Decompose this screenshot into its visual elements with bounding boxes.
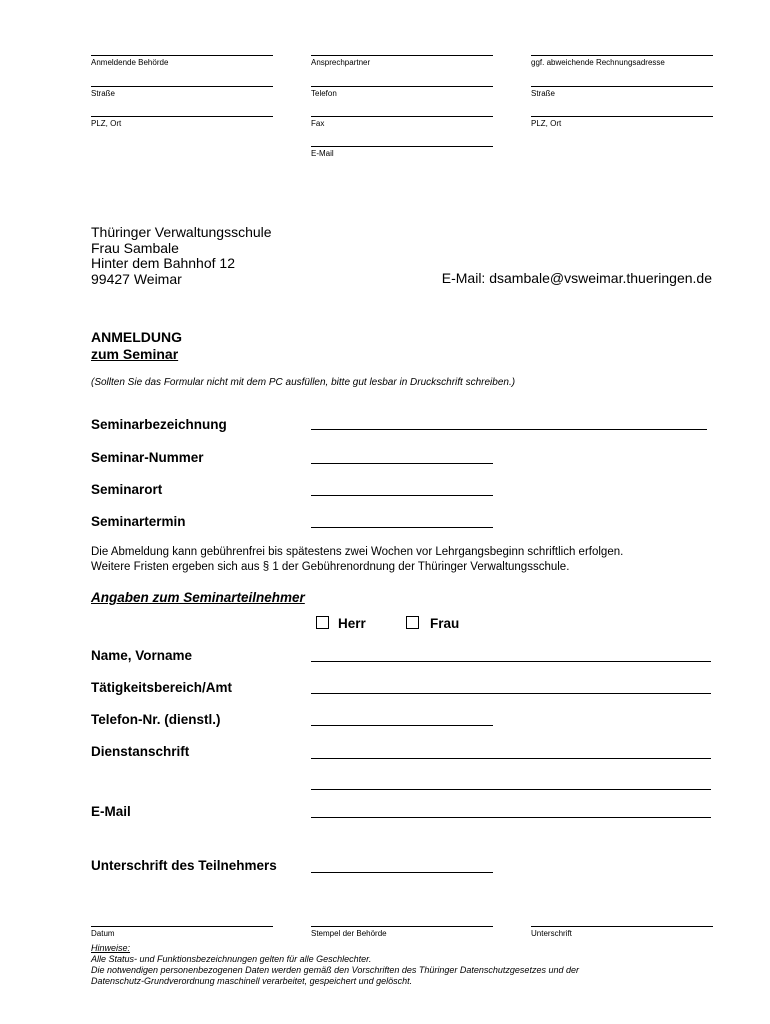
telefon-dienstl-label: Telefon-Nr. (dienstl.) bbox=[91, 712, 221, 727]
seminartermin-label: Seminartermin bbox=[91, 514, 186, 529]
email-header-input-line[interactable] bbox=[311, 146, 493, 147]
recipient-line-institution: Thüringer Verwaltungsschule bbox=[91, 224, 272, 240]
telefon-input-line[interactable] bbox=[311, 86, 493, 87]
rechnung-strasse-input-line[interactable] bbox=[531, 86, 713, 87]
ansprechpartner-input-line[interactable] bbox=[311, 55, 493, 56]
datum-caption: Datum bbox=[91, 929, 115, 938]
name-vorname-input-line[interactable] bbox=[311, 661, 711, 662]
behoerde-plz-ort-caption: PLZ, Ort bbox=[91, 119, 122, 128]
dienstanschrift-input-line-1[interactable] bbox=[311, 758, 711, 759]
seminar-nummer-label: Seminar-Nummer bbox=[91, 450, 204, 465]
recipient-address bbox=[91, 225, 272, 287]
form-instruction: (Sollten Sie das Formular nicht mit dem PC ausfüllen, bitte gut lesbar in Druckschrift schreiben.) bbox=[91, 377, 516, 388]
herr-checkbox[interactable] bbox=[316, 616, 329, 629]
behoerde-input-line[interactable] bbox=[91, 55, 273, 56]
unterschrift-input-line[interactable] bbox=[531, 926, 713, 927]
form-subtitle: zum Seminar bbox=[91, 346, 179, 362]
email-header-caption: E-Mail bbox=[311, 149, 334, 158]
seminar-nummer-input-line[interactable] bbox=[311, 463, 493, 464]
recipient-line-contact: Frau Sambale bbox=[91, 239, 179, 256]
behoerde-plz-ort-input-line[interactable] bbox=[91, 116, 273, 117]
fax-input-line[interactable] bbox=[311, 116, 493, 117]
rechnung-plz-ort-input-line[interactable] bbox=[531, 116, 713, 117]
notes-line-1: Alle Status- und Funktionsbezeichnungen gelten für alle Geschlechter. bbox=[91, 954, 372, 964]
unterschrift-caption: Unterschrift bbox=[531, 929, 572, 938]
seminarort-input-line[interactable] bbox=[311, 495, 493, 496]
datum-input-line[interactable] bbox=[91, 926, 273, 927]
taetigkeitsbereich-label: Tätigkeitsbereich/Amt bbox=[91, 680, 233, 695]
behoerde-caption: Anmeldende Behörde bbox=[91, 58, 169, 67]
participant-heading: Angaben zum Seminarteilnehmer bbox=[91, 590, 305, 605]
taetigkeitsbereich-input-line[interactable] bbox=[311, 693, 711, 694]
rechnungsadresse-input-line[interactable] bbox=[531, 55, 713, 56]
telefon-caption: Telefon bbox=[311, 89, 337, 98]
unterschrift-teilnehmer-label: Unterschrift des Teilnehmers bbox=[91, 858, 277, 873]
recipient-line-street: Hinter dem Bahnhof 12 bbox=[91, 255, 235, 271]
seminartermin-input-line[interactable] bbox=[311, 527, 493, 528]
email-input-line[interactable] bbox=[311, 817, 711, 818]
email-label: E-Mail bbox=[91, 804, 131, 819]
stempel-input-line[interactable] bbox=[311, 926, 493, 927]
unterschrift-teilnehmer-input-line[interactable] bbox=[311, 872, 493, 873]
behoerde-strasse-caption: Straße bbox=[91, 89, 116, 98]
cancellation-line-2: Weitere Fristen ergeben sich aus § 1 der Gebührenordnung der Thüringer Verwaltungsschule. bbox=[91, 561, 570, 573]
notes-line-2: Die notwendigen personenbezogenen Daten werden gemäß den Vorschriften des Thüringer Datenschutzgesetzes und der bbox=[91, 965, 579, 975]
name-vorname-label: Name, Vorname bbox=[91, 648, 193, 663]
seminarbezeichnung-input-line[interactable] bbox=[311, 429, 707, 430]
dienstanschrift-label: Dienstanschrift bbox=[91, 744, 190, 759]
notes-line-3: Datenschutz-Grundverordnung maschinell verarbeitet, gespeichert und gelöscht. bbox=[91, 976, 413, 986]
dienstanschrift-input-line-2[interactable] bbox=[311, 789, 711, 790]
notes-block bbox=[91, 943, 579, 987]
recipient-email: E-Mail: dsambale@vsweimar.thueringen.de bbox=[441, 270, 712, 286]
frau-label: Frau bbox=[430, 616, 460, 631]
herr-label: Herr bbox=[338, 616, 366, 631]
seminarbezeichnung-label: Seminarbezeichnung bbox=[91, 417, 227, 432]
frau-checkbox[interactable] bbox=[406, 616, 419, 629]
form-title: ANMELDUNG bbox=[91, 329, 182, 345]
fax-caption: Fax bbox=[311, 119, 325, 128]
behoerde-strasse-input-line[interactable] bbox=[91, 86, 273, 87]
cancellation-line-1: Die Abmeldung kann gebührenfrei bis spätestens zwei Wochen vor Lehrgangsbeginn schriftlich erfolgen. bbox=[91, 546, 624, 558]
telefon-dienstl-input-line[interactable] bbox=[311, 725, 493, 726]
stempel-caption: Stempel der Behörde bbox=[311, 929, 387, 938]
rechnung-plz-ort-caption: PLZ, Ort bbox=[531, 119, 562, 128]
seminarort-label: Seminarort bbox=[91, 482, 163, 497]
rechnungsadresse-caption: ggf. abweichende Rechnungsadresse bbox=[531, 58, 665, 67]
ansprechpartner-caption: Ansprechpartner bbox=[311, 58, 371, 67]
rechnung-strasse-caption: Straße bbox=[531, 89, 556, 98]
cancellation-notice bbox=[91, 545, 623, 575]
recipient-line-city: 99427 Weimar bbox=[91, 270, 182, 287]
notes-heading: Hinweise: bbox=[91, 943, 131, 953]
